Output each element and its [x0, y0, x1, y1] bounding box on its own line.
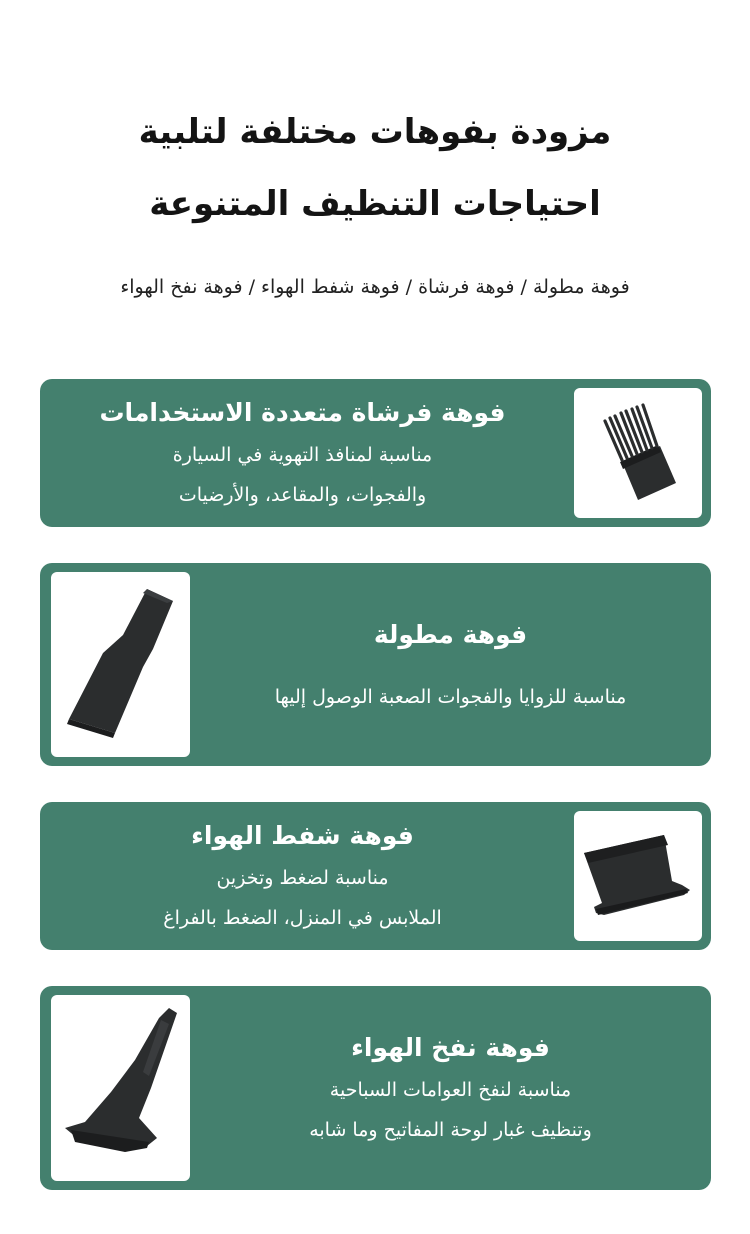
- card-description-line-1: مناسبة لضغط وتخزين: [216, 867, 389, 889]
- card-image-frame: [574, 388, 702, 518]
- card-title: فوهة نفخ الهواء: [351, 1033, 550, 1062]
- card-crevice-nozzle: [40, 563, 711, 766]
- headline: [0, 96, 750, 240]
- inflation-nozzle-icon: [51, 996, 190, 1181]
- brush-nozzle-icon: [574, 388, 702, 518]
- card-description-line-2: والفجوات، والمقاعد، والأرضيات: [178, 484, 427, 506]
- card-brush-nozzle: [40, 379, 711, 527]
- card-text: [40, 802, 565, 950]
- card-description-line-1: مناسبة لمنافذ التهوية في السيارة: [172, 444, 433, 466]
- card-description-line-2: وتنظيف غبار لوحة المفاتيح وما شابه: [309, 1119, 592, 1141]
- card-title: فوهة شفط الهواء: [191, 821, 414, 850]
- card-description-line-1: مناسبة لنفخ العوامات السباحية: [329, 1079, 572, 1101]
- card-suction-nozzle: [40, 802, 711, 950]
- headline-line-2: احتياجات التنظيف المتنوعة: [149, 184, 601, 224]
- card-text: [40, 379, 565, 527]
- card-image-frame: [51, 995, 190, 1181]
- headline-line-1: مزودة بفوهات مختلفة لتلبية: [138, 112, 612, 152]
- card-text: [200, 563, 701, 766]
- card-description-line-1: مناسبة للزوايا والفجوات الصعبة الوصول إليها: [274, 685, 627, 708]
- suction-nozzle-icon: [574, 811, 702, 941]
- card-image-frame: [574, 811, 702, 941]
- card-image-frame: [51, 572, 190, 757]
- card-inflation-nozzle: [40, 986, 711, 1190]
- crevice-nozzle-icon: [51, 573, 190, 756]
- card-title: فوهة فرشاة متعددة الاستخدامات: [99, 398, 506, 427]
- card-description-line-2: الملابس في المنزل، الضغط بالفراغ: [163, 907, 442, 929]
- nozzle-list-subtitle: فوهة مطولة / فوهة فرشاة / فوهة شفط الهواء / فوهة نفخ الهواء: [120, 276, 630, 298]
- card-text: [200, 986, 701, 1190]
- card-title: فوهة مطولة: [373, 619, 528, 649]
